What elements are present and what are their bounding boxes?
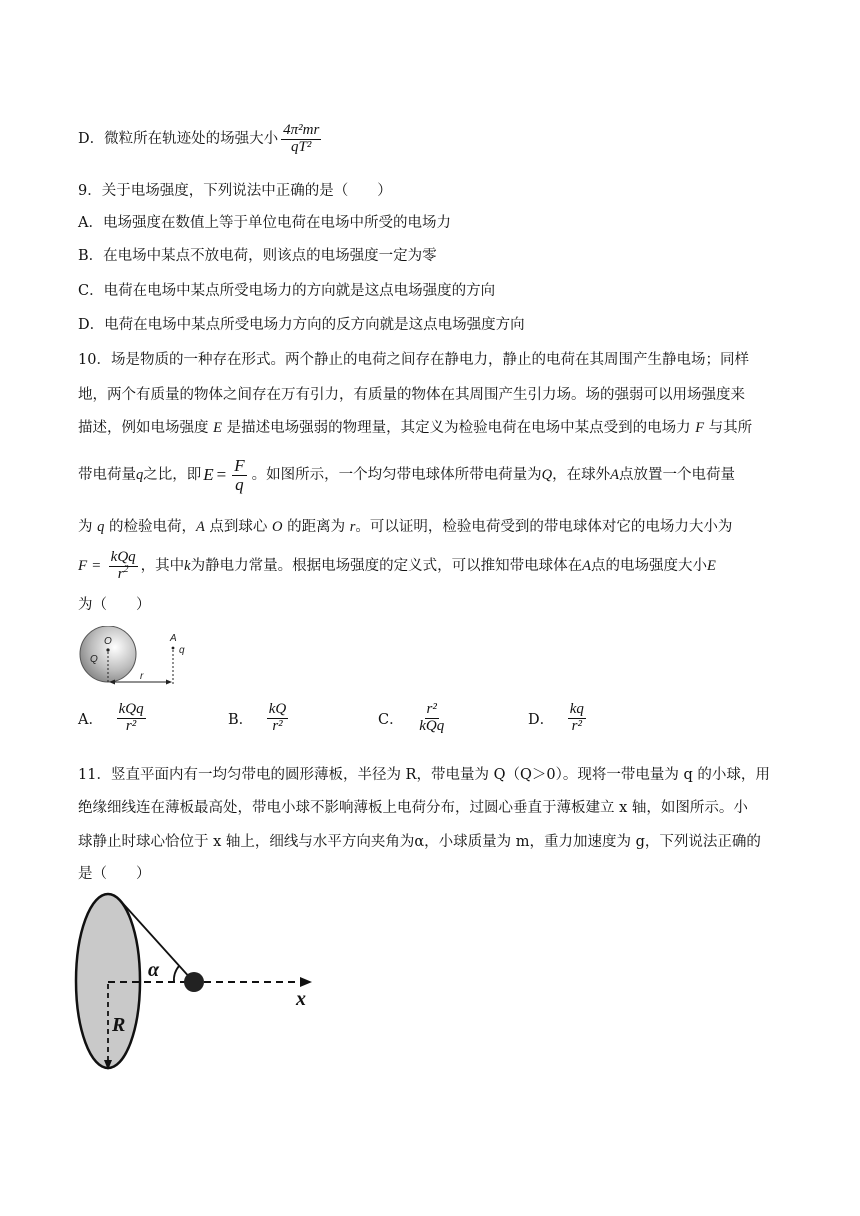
q11-line-1: 11．竖直平面内有一均匀带电的圆形薄板，半径为 R，带电量为 Q（Q＞0）。现将一带电量为 q 的小球，用 (78, 767, 770, 783)
var-F: F (78, 558, 88, 574)
option-label: C． (378, 711, 404, 728)
q10-option-d (528, 702, 589, 735)
option-label: A． (78, 711, 103, 728)
fig-label-alpha: α (148, 959, 160, 981)
text-segment: 描述，例如电场强度 (78, 420, 214, 436)
q10-line-5 (78, 517, 732, 537)
option-label: D． (528, 711, 555, 728)
charged-ball (184, 972, 204, 992)
force-formula: F = $\frac{\text{kQq}}{r^2}$ (78, 548, 136, 582)
q8-option-d-fraction (281, 123, 321, 156)
q11-line-4: 是（ ） (78, 866, 151, 882)
q8-option-d-text: D．微粒所在轨迹处的场强大小 (78, 131, 279, 147)
q10-line-7: 为（ ） (78, 597, 151, 613)
fraction-numerator: 4π²mr (283, 121, 320, 138)
q10-line-1: 10．场是物质的一种存在形式。两个静止的电荷之间存在静电力，静止的电荷在其周围产生静电场；同样 (78, 352, 749, 368)
arrow-head-right-icon (166, 680, 172, 685)
fraction-denominator: r² (272, 717, 283, 734)
text-segment: ，其中 (140, 558, 185, 574)
var-q: q (136, 467, 144, 483)
var-k: k (110, 548, 118, 565)
var-r: r (349, 519, 356, 535)
var-A: A (610, 467, 619, 483)
var-k: k (184, 558, 191, 574)
formula-fraction: $\frac{\text{kQq}}{r^2}$ (110, 548, 136, 582)
fraction-numerator: r² (426, 701, 437, 717)
q10-sphere-figure (76, 626, 196, 692)
text-segment: 与其所 (704, 420, 753, 436)
text-segment: 。如图所示，一个均匀带电球体所带电荷量为 (251, 467, 542, 483)
fraction-denominator: kQq (419, 717, 445, 734)
fraction-denominator: r² (125, 717, 137, 734)
text-segment: ，在球外 (552, 467, 611, 483)
q8-option-d (78, 116, 324, 162)
option-fraction (267, 702, 289, 735)
q11-line-3: 球静止时球心恰位于 x 轴上，细线与水平方向夹角为α，小球质量为 m，重力加速度为 g，下列说法正确的 (78, 834, 761, 850)
var-E: E (706, 558, 716, 574)
text-segment: 。可以证明，检验电荷受到的带电球体对它的电场力大小为 (355, 519, 733, 535)
fraction-numerator: kQq (118, 701, 144, 717)
q9-stem: 9．关于电场强度，下列说法中正确的是（ ） (78, 183, 392, 199)
fig-label-x: x (296, 988, 306, 1010)
fig-label-A: A (170, 633, 177, 644)
var-q: q (97, 519, 105, 535)
q11-disk-figure (70, 888, 330, 1078)
var-q: q (128, 548, 136, 565)
text-segment: 为静电力常量。根据电场强度的定义式，可以推知带电球体在 (190, 558, 583, 574)
text-segment: 带电荷量 (78, 467, 136, 483)
var-Q: Q (541, 467, 553, 483)
angle-arc (174, 966, 179, 982)
var-Q: Q (117, 548, 129, 565)
definition-formula: E = $\frac{F}{q}$ (203, 455, 245, 494)
fraction-numerator: kq (569, 701, 584, 717)
q9-option-a: A．电场强度在数值上等于单位电荷在电场中所受的电场力 (78, 215, 451, 231)
text-segment: 点放置一个电荷量 (618, 467, 735, 483)
fraction-denominator: r² (571, 717, 582, 734)
var-F: F (695, 420, 705, 436)
var-E: E (213, 420, 222, 436)
q10-option-b (228, 702, 291, 735)
q10-line-4 (78, 452, 735, 498)
fig-label-q: q (179, 645, 185, 656)
fig-label-r: r (140, 671, 144, 682)
text-segment: 点的电场强度大小 (590, 558, 707, 574)
q10-line-3 (78, 418, 752, 438)
fraction-numerator: kQ (268, 701, 287, 717)
option-fraction (117, 702, 146, 735)
q9-option-b: B．在电场中某点不放电荷，则该点的电场强度一定为零 (78, 248, 437, 264)
fraction-numerator: F (234, 455, 245, 475)
q9-option-c: C．电荷在电场中某点所受电场力的方向就是这点电场强度的方向 (78, 283, 496, 299)
text-segment: 的距离为 (282, 519, 350, 535)
option-label: B． (228, 711, 254, 728)
point-a-dot (172, 647, 175, 650)
formula-fraction (232, 457, 246, 494)
fig-label-Q: Q (90, 654, 98, 665)
sphere-center-dot (106, 648, 109, 651)
text-segment: 的检验电荷， (104, 519, 196, 535)
x-axis-arrow-icon (300, 977, 312, 987)
q10-option-a (78, 702, 149, 735)
var-E: E (203, 465, 214, 484)
q10-option-c (378, 702, 449, 735)
fig-label-O: O (104, 636, 112, 647)
fraction-denominator: qT² (291, 138, 312, 155)
option-fraction (568, 702, 586, 735)
q9-option-d: D．电荷在电场中某点所受电场力方向的反方向就是这点电场强度方向 (78, 317, 525, 333)
var-r: r (117, 565, 124, 582)
q10-line-6 (78, 543, 716, 589)
q11-line-2: 绝缘细线连在薄板最高处，带电小球不影响薄板上电荷分布，过圆心垂直于薄板建立 x 轴，如图所示。小 (78, 800, 748, 816)
q10-line-2: 地，两个有质量的物体之间存在万有引力，有质量的物体在其周围产生引力场。场的强弱可以用场强度来 (78, 387, 745, 403)
text-segment: 之比，即 (143, 467, 202, 483)
var-A: A (582, 558, 591, 574)
fig-label-R: R (112, 1014, 126, 1036)
var-A: A (195, 519, 205, 535)
var-O: O (272, 519, 283, 535)
text-segment: 为 (78, 519, 98, 535)
text-segment: 是描述电场强弱的物理量，其定义为检验电荷在电场中某点受到的电场力 (221, 420, 696, 436)
text-segment: 点到球心 (204, 519, 273, 535)
fraction-denominator: q (235, 474, 244, 494)
option-fraction (417, 702, 446, 735)
